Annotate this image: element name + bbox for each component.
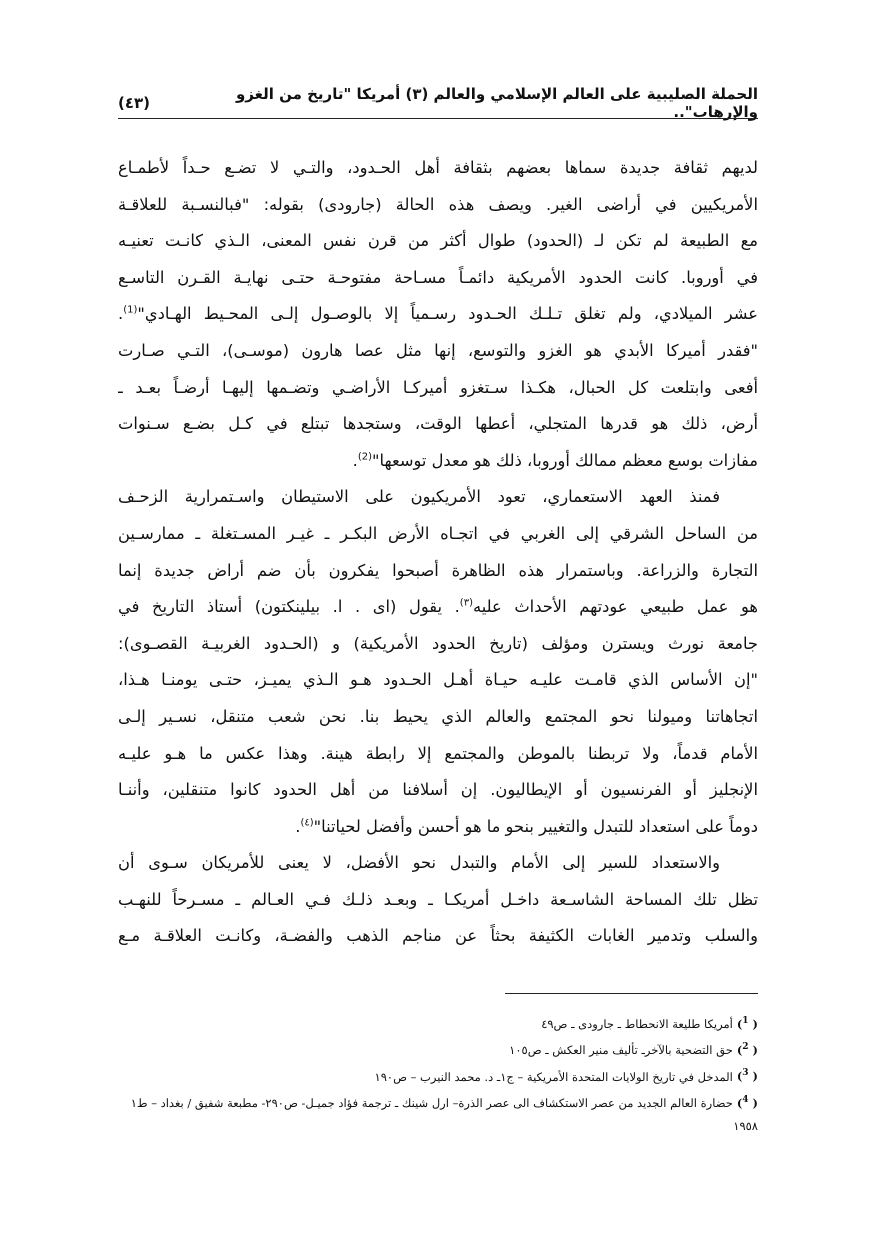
period: . [118, 304, 124, 324]
text-line [118, 296, 758, 333]
text-line: أرض، ذلك هو قدرها المتجلي، أعطها الوقت، وستجدها تبتلع في كـل بضـع سـنوات [118, 414, 758, 434]
text-line: في أوروبا. كانت الحدود الأمريكية دائمـاً مسـاحة مفتوحـة حتـى نهايـة القـرن التاسـع [118, 267, 758, 287]
text-line [118, 443, 758, 480]
footnote-text: المدخل في تاريخ الولايات المتحدة الأمريكية – ج١ـ د. محمد النيرب – ص١٩٠ [374, 1069, 733, 1084]
page-number: (٤٣) [118, 94, 151, 112]
text-line: والسلب وتدمير الغابات الكثيفة بحثاً عن مناجم الذهب والفضـة، وكانـت العلاقـة مـع [118, 926, 758, 946]
paragraph-start-line: فمنذ العهد الاستعماري، تعود الأمريكيون على الاستيطان واسـتمرارية الزحـف [118, 487, 720, 507]
footnote-ref-2[interactable]: (2) [357, 451, 373, 463]
footnote-text: أمريكا طليعة الانحطاط ـ جارودى ـ ص٤٩ [541, 1016, 733, 1031]
text-line: من الساحل الشرقي إلى الغربي في اتجـاه الأرض البكـر ـ غيـر المسـتغلة ـ ممارسـين [118, 523, 758, 543]
text-line: "إن الأساس الذي قامـت عليـه حيـاة أهـل الحـدود هـو الـذي يميـز، حتـى يومنـا هـذا، [118, 670, 758, 690]
text-segment: مفازات بوسع معظم ممالك أوروبا، ذلك هو معدل توسعها" [372, 450, 758, 470]
footnote-marker: ( $^4$) [736, 1094, 758, 1110]
text-line: التجارة والزراعة. وباستمرار هذه الظاهرة أصبحوا يفكرون بأن ضم أراض جديدة إنما [118, 560, 758, 580]
footnote-ref-4[interactable]: (٤) [300, 817, 314, 829]
text-segment: دوماً على استعداد للتبدل والتغيير بنحو ما هو أحسن وأفضل لحياتنا" [313, 816, 758, 836]
text-line [118, 809, 758, 846]
text-line: الإنجليز أو الفرنسيون أو الإيطاليون. إن أسلافنا من أهل الحدود كانوا متنقلين، وأننـا [118, 780, 758, 800]
text-line: الأمام قدماً، ولا تربطنا بالموطن والمجتمع إلا رابطة هينة. وهذا عكس ما هـو عليـه [118, 743, 758, 763]
text-segment: عشر الميلادي، ولم تغلق تـلـك الحـدود رسـمياً إلا بالوصـول إلـى المحـيط الهـادي" [137, 304, 758, 324]
footnote-2 [118, 1036, 758, 1062]
text-line: لديهم ثقافة جديدة سماها بعضهم بثقافة أهل الحـدود، والتـي لا تضـع حـداً لأطمـاع [118, 158, 758, 177]
body-text [118, 150, 758, 955]
text-line: اتجاهاتنا وميولنا نحو المجتمع والعالم الذي يحيط بنا. نحن شعب متنقل، نسـير إلـى [118, 706, 758, 726]
footnote-ref-3[interactable]: (٣) [459, 597, 473, 609]
running-header [118, 85, 758, 121]
running-header-title: الحملة الصليبية على العالم الإسلامي والعالم (٣) أمريكا "تاريخ من الغزو والإرهاب".. [235, 85, 758, 121]
text-line: جامعة نورث ويسترن ومؤلف (تاريخ الحدود الأمريكية) و (الحـدود الغربيـة القصـوى): [118, 633, 758, 653]
paragraph-start-line: والاستعداد للسير إلى الأمام والتبدل نحو الأفضل، لا يعنى للأمريكان سـوى أن [118, 853, 720, 873]
footnote-text: حضارة العالم الجديد من عصر الاستكشاف الى عصر الذرة– ارل شينك ـ ترجمة فؤاد جميـل- ص٢٩٠- مطبعة شفيق / بغداد – ط١ ١٩٥٨ [130, 1095, 758, 1134]
footnote-marker: ( $^2$) [736, 1042, 758, 1058]
footnote-3 [118, 1063, 758, 1089]
footnote-ref-1[interactable]: (1) [123, 304, 138, 316]
text-line: تظل تلك المساحة الشاسـعة داخـل أمريكـا ـ وبعـد ذلـك فـي العـالم ـ مسـرحاً للنهـب [118, 889, 758, 909]
footnote-divider [505, 993, 758, 994]
text-line: مع الطبيعة لم تكن لـ (الحدود) طوال أكثر من قرن نفس المعنى، الـذي كانـت تعنيـه [118, 231, 758, 251]
text-line [118, 589, 758, 626]
text-segment: . يقول (اى . ا. بيلينكتون) أستاذ التاريخ في [118, 597, 460, 617]
text-line: "فقدر أميركا الأبدي هو الغزو والتوسع، إنها مثل عصا هارون (موسـى)، التـي صـارت [118, 340, 758, 360]
text-segment: هو عمل طبيعي عودتهم الأحداث عليه [472, 597, 758, 617]
footnote-marker: ( $^1$) [736, 1016, 758, 1031]
footnote-text: حق التضحية بالآخرـ تأليف منير العكش ـ ص١٠٥ [509, 1043, 733, 1058]
footnote-4 [118, 1089, 758, 1139]
footnotes [118, 1010, 758, 1139]
header-divider [118, 118, 758, 119]
text-line: الأمريكيين في أراضى الغير. ويصف هذه الحالة (جارودى) بقوله: "فبالنسـبة للعلاقـة [118, 194, 758, 214]
period: . [295, 816, 301, 836]
footnote-marker: ( $^3$) [736, 1068, 758, 1084]
footnote-1 [118, 1010, 758, 1036]
text-line: أفعى وابتلعت كل الحبال، هكـذا سـتغزو أميركـا الأراضـي وتضـمها إليهـا أرضـاً بعـد ـ [118, 377, 758, 397]
period: . [352, 450, 358, 470]
